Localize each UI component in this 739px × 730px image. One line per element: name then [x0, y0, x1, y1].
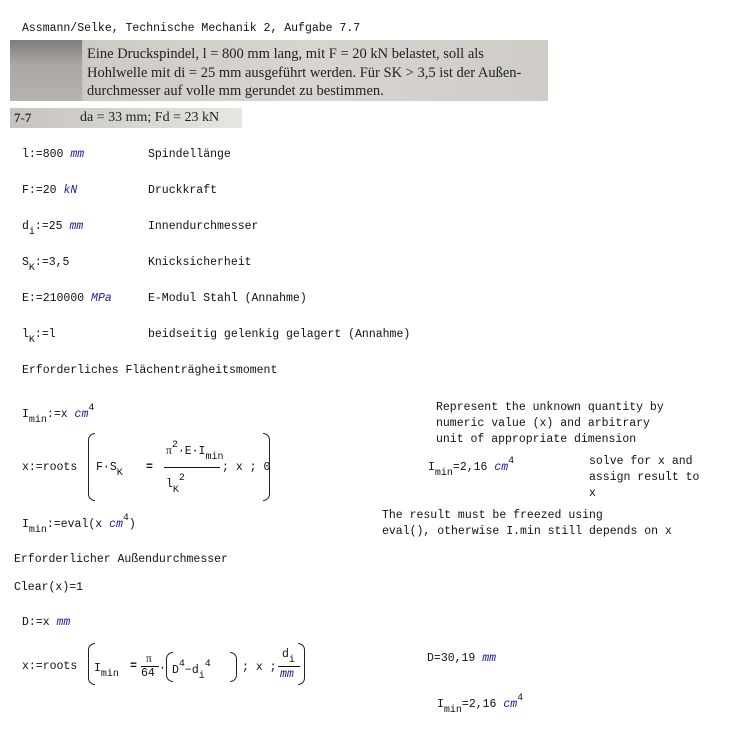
note-solve-3: x	[589, 487, 596, 500]
clear-x[interactable]: Clear(x)=1	[14, 581, 84, 594]
solution-bar	[10, 108, 242, 128]
paren-right	[263, 433, 270, 501]
def-F[interactable]: F:=20 kN	[22, 184, 78, 197]
def-l-comment: Spindellänge	[148, 148, 231, 161]
def-di-comment: Innendurchmesser	[148, 220, 259, 233]
result-imin-1: Imin=2,16 cm4	[428, 456, 515, 479]
def-E[interactable]: E:=210000 MPa	[22, 292, 112, 305]
note-represent	[436, 400, 664, 448]
solution-number: 7-7	[14, 110, 32, 125]
section-diameter-heading: Erforderlicher Außendurchmesser	[14, 553, 228, 566]
note-freeze-1: The result must be freezed using	[382, 509, 603, 522]
note-solve-2: assign result to	[589, 471, 700, 484]
scan-margin	[10, 40, 82, 101]
def-F-comment: Druckkraft	[148, 184, 218, 197]
paren-left	[88, 433, 95, 501]
imin-definition[interactable]: Imin:=x cm4	[22, 403, 95, 426]
note-solve	[589, 454, 699, 502]
imin-eval[interactable]: Imin:=eval(x cm4)	[22, 513, 136, 536]
def-di[interactable]: di:=25 mm	[22, 220, 84, 238]
fraction-bar	[164, 467, 220, 468]
task-line-2: Hohlwelle mit di = 25 mm ausgeführt werden. Für SK > 3,5 ist der Außen-	[87, 64, 522, 81]
d-definition[interactable]: D:=x mm	[22, 616, 71, 629]
def-SK[interactable]: SK:=3,5	[22, 256, 70, 274]
def-lK-comment: beidseitig gelenkig gelagert (Annahme)	[148, 328, 411, 341]
note-represent-3: unit of appropriate dimension	[436, 433, 637, 446]
note-solve-1: solve for x and	[589, 455, 693, 468]
result-d: D=30,19 mm	[427, 652, 497, 665]
scanned-task	[10, 40, 548, 101]
task-line-1: Eine Druckspindel, l = 800 mm lang, mit F = 20 kN belastet, soll als	[87, 46, 484, 62]
worksheet-title: Assmann/Selke, Technische Mechanik 2, Aufgabe 7.7	[22, 22, 361, 35]
def-lK[interactable]: lK:=l	[22, 328, 56, 346]
def-E-comment: E-Modul Stahl (Annahme)	[148, 292, 307, 305]
note-represent-2: numeric value (x) and arbitrary	[436, 417, 650, 430]
solution-text: da = 33 mm; Fd = 23 kN	[80, 110, 220, 125]
def-l[interactable]: l:=800 mm	[22, 148, 85, 161]
def-SK-comment: Knicksicherheit	[148, 256, 252, 269]
task-line-3: durchmesser auf volle mm gerundet zu bestimmen.	[87, 83, 384, 99]
task-text	[87, 45, 521, 101]
note-freeze-2: eval(), otherwise I.min still depends on x	[382, 525, 672, 538]
note-represent-1: Represent the unknown quantity by	[436, 401, 664, 414]
result-imin-2: Imin=2,16 cm4	[437, 693, 524, 716]
note-freeze	[382, 508, 672, 540]
section-moment-heading: Erforderliches Flächenträgheitsmoment	[22, 364, 278, 377]
